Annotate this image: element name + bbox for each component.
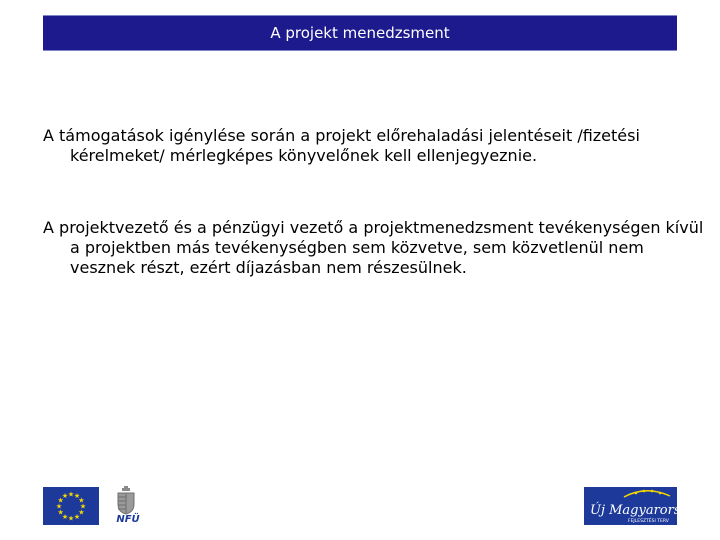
eu-star-icon: ★	[78, 496, 85, 505]
eu-star-icon: ★	[61, 492, 69, 501]
eu-star-icon: ★	[73, 492, 81, 501]
nfu-label: NFÜ	[116, 514, 140, 525]
eu-star-icon: ★	[57, 496, 64, 505]
slide-title-bar	[43, 15, 677, 51]
eu-star-icon: ★	[55, 502, 63, 511]
eu-star-icon: ★	[61, 512, 69, 521]
paragraph-remuneration: A projektvezető és a pénzügyi vezető a projektmenedzsment tevékenységen kívül a projektben más tevékenységben sem közvetve, sem közvetlenül nem vesznek részt, ezért díjazásban nem részesülnek.	[43, 218, 704, 277]
eu-star-icon: ★	[73, 512, 81, 521]
nfu-logo	[107, 486, 145, 530]
slide-title: A projekt menedzsment	[270, 24, 450, 42]
eu-star-icon: ★	[79, 502, 87, 511]
umt-tagline: FEJLESZTÉSI TERV	[628, 519, 669, 524]
paragraph-countersign: A támogatások igénylése során a projekt előrehaladási jelentéseit /fizetési kérelmeket/ mérlegképes könyvelőnek kell ellenjegyeznie.	[43, 126, 640, 165]
hungarian-coat-of-arms-icon	[107, 486, 145, 516]
eu-star-icon: ★	[67, 514, 75, 523]
uj-magyarorszag-logo	[584, 487, 704, 525]
eu-star-icon: ★	[78, 508, 85, 517]
eu-star-icon: ★	[57, 508, 64, 517]
eu-star-icon: ★	[67, 490, 75, 499]
eu-flag-icon	[43, 487, 99, 525]
umt-brand: Új Magyarország	[590, 503, 704, 518]
